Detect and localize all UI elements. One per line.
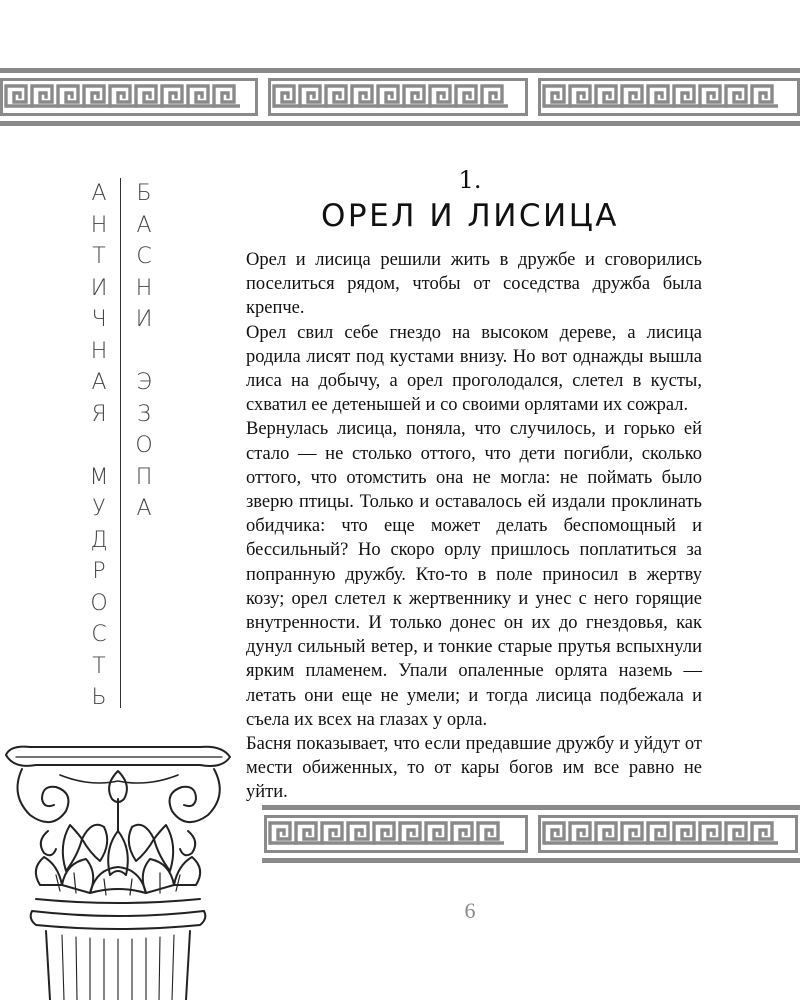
vertical-title-letter: Д xyxy=(90,527,108,553)
page-number: 6 xyxy=(464,898,476,923)
vertical-title-letter: П xyxy=(135,464,153,490)
vertical-title-letter: Э xyxy=(136,370,152,395)
vertical-title-letter: А xyxy=(136,212,152,238)
vertical-title-letter: И xyxy=(135,307,153,332)
vertical-title-letter: Н xyxy=(135,275,153,301)
greek-key-border-bottom xyxy=(262,803,800,865)
corinthian-column-illustration xyxy=(0,735,236,1000)
vertical-title-letter: Р xyxy=(92,559,106,584)
vertical-title-letter: С xyxy=(91,622,107,647)
greek-key-border-top xyxy=(0,66,800,128)
vertical-title-letter: Ь xyxy=(91,685,107,710)
vertical-title-letter: Н xyxy=(90,338,108,364)
fable-paragraph: Орел свил себе гнездо на высоком дереве, а лисица родила лисят под кустами внизу. Но вот однажды вышла лиса на добычу, а орел проголодался, слетел в кусты, схватил ее детенышей и со своими орлятами их сожрал. xyxy=(246,322,702,416)
vertical-title-letter: Н xyxy=(90,212,108,238)
vertical-title-letter: З xyxy=(137,401,151,427)
vertical-title-antique-wisdom xyxy=(86,178,112,714)
fable-body xyxy=(246,248,702,805)
vertical-title-letter: У xyxy=(92,496,106,521)
fable-paragraph: Орел и лисица решили жить в дружбе и сговорились поселиться рядом, чтобы от соседства дружба была крепче. xyxy=(246,250,702,319)
vertical-title-letter: Я xyxy=(91,401,107,427)
vertical-title-letter: О xyxy=(90,590,108,616)
vertical-title-letter: М xyxy=(89,464,109,490)
vertical-title-letter: Т xyxy=(92,653,106,679)
vertical-title-letter: О xyxy=(135,433,153,458)
vertical-title-letter: А xyxy=(136,496,152,521)
vertical-title-aesop-fables xyxy=(131,178,157,525)
vertical-title-letter: С xyxy=(136,244,152,269)
vertical-title-letter: Ч xyxy=(91,307,107,332)
fable-title: ОРЕЛ И ЛИСИЦА xyxy=(321,198,619,234)
fable-moral: Басня показывает, что если предавшие дружбу и уйдут от мести обиженных, то от кары богов им все равно не уйти. xyxy=(246,734,702,803)
fable-paragraph: Вернулась лисица, поняла, что случилось, и горько ей стало — не столько оттого, что дети погибли, сколько оттого, что отомстить она не могла: не поймать было зверю птицы. Только и оставалось ей издали проклинать обидчика: что еще может делать беспомощный и бессильный? Но скоро орлу пришлось поплатиться за попранную дружбу. Кто-то в поле приносил в жертву козу; орел слетел к жертвеннику и унес с него горящие внутренности. И только донес он их до гнездовья, как дунул сильный ветер, и тонкие старые прутья вспыхнули ярким пламенем. Упали опаленные орлята наземь — летать они еще не умели; и тогда лисица подбежала и съела их всех на глазах у орла. xyxy=(246,419,702,730)
fable-number: 1. xyxy=(458,166,482,194)
vertical-title-letter: Т xyxy=(92,244,106,269)
vertical-title-letter: И xyxy=(90,275,108,301)
vertical-title-letter: Б xyxy=(136,181,152,206)
vertical-divider xyxy=(120,178,121,708)
vertical-title-letter: А xyxy=(91,181,107,206)
vertical-title-letter: А xyxy=(91,370,107,395)
